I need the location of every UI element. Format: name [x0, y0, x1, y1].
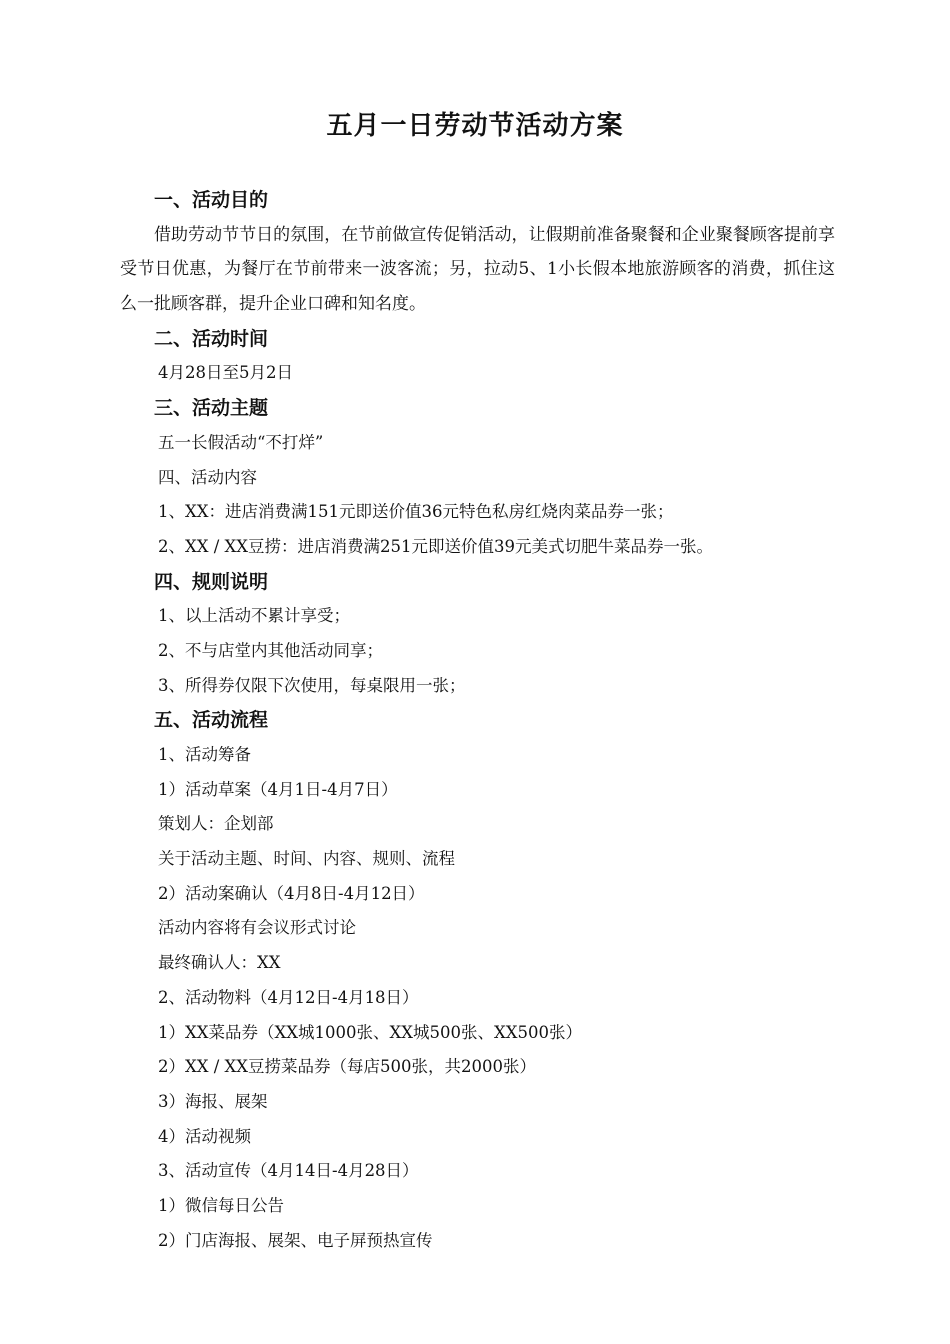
- time-line: 4月28日至5月2日: [158, 363, 293, 383]
- rule-item: 3、所得券仅限下次使用，每桌限用一张；: [158, 675, 466, 695]
- section-heading-rules: 四、规则说明: [154, 570, 269, 593]
- process-line: 2）XX / XX豆捞菜品券（每店500张，共2000张）: [158, 1057, 537, 1077]
- document-title: 五月一日劳动节活动方案: [326, 111, 624, 141]
- process-line: 最终确认人：XX: [158, 953, 281, 973]
- rule-item: 2、不与店堂内其他活动同享；: [158, 640, 383, 660]
- process-line: 1）微信每日公告: [158, 1195, 284, 1215]
- process-line: 1、活动筹备: [158, 745, 251, 765]
- process-line: 1）活动草案（4月1日-4月7日）: [158, 779, 398, 799]
- process-line: 1）XX菜品券（XX城1000张、XX城500张、XX500张）: [158, 1022, 582, 1042]
- document-body: [120, 183, 835, 1258]
- process-line: 策划人：企划部: [158, 814, 274, 834]
- content-item: 2、XX / XX豆捞：进店消费满251元即送价值39元美式切肥牛菜品券一张。: [158, 536, 714, 556]
- section-heading-process: 五、活动流程: [154, 709, 269, 732]
- process-line: 3）海报、展架: [158, 1091, 268, 1111]
- section-heading-time: 二、活动时间: [154, 327, 269, 350]
- section-heading-purpose: 一、活动目的: [154, 189, 269, 211]
- process-line: 2）活动案确认（4月8日-4月12日）: [158, 883, 425, 903]
- theme-line: 五一长假活动“不打烊”: [158, 432, 324, 452]
- process-line: 3、活动宣传（4月14日-4月28日）: [158, 1161, 419, 1181]
- process-line: 2、活动物料（4月12日-4月18日）: [158, 987, 419, 1007]
- purpose-paragraph: 借助劳动节节日的氛围，在节前做宣传促销活动，让假期前准备聚餐和企业聚餐顾客提前享受节日优惠，为餐厅在节前带来一波客流；另，拉动5、1小长假本地旅游顾客的消费，抓住这么一批顾客群，提升企业口碑和知名度。: [120, 224, 835, 315]
- process-line: 关于活动主题、时间、内容、规则、流程: [158, 849, 455, 869]
- rule-item: 1、以上活动不累计享受；: [158, 606, 350, 626]
- process-line: 活动内容将有会议形式讨论: [158, 918, 356, 938]
- content-subheading: 四、活动内容: [158, 467, 257, 487]
- content-item: 1、XX：进店消费满151元即送价值36元特色私房红烧肉菜品券一张；: [158, 502, 674, 522]
- process-line: 4）活动视频: [158, 1126, 251, 1146]
- section-heading-theme: 三、活动主题: [154, 397, 269, 420]
- process-line: 2）门店海报、展架、电子屏预热宣传: [158, 1230, 433, 1250]
